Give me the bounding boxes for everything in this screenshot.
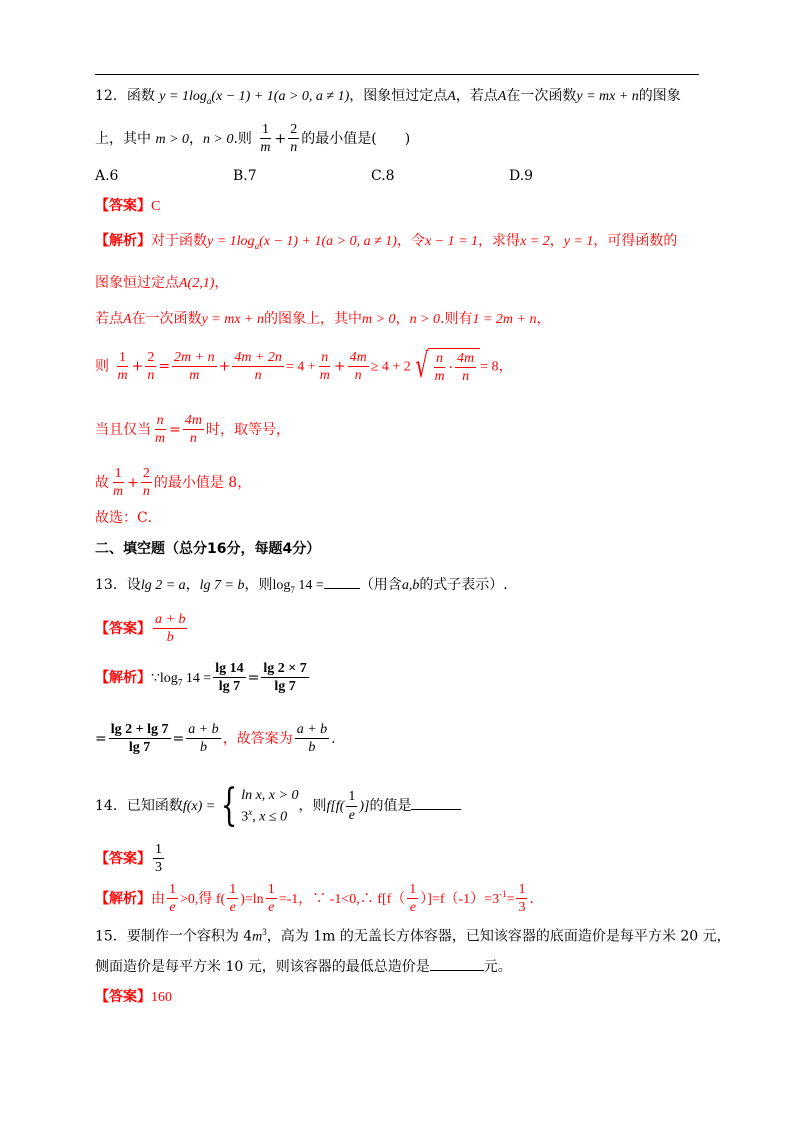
frac-den: m: [155, 431, 166, 447]
analysis-math: x − 1 = 1: [424, 234, 479, 249]
frac: [111, 466, 125, 500]
frac: [346, 789, 357, 823]
q12-stem-line1: [95, 89, 681, 106]
q13-math: lg 7 = b: [199, 578, 245, 593]
q13-text: 的式子表示）.: [419, 577, 508, 593]
frac-num: 1: [227, 882, 238, 899]
frac-den: n: [254, 367, 262, 383]
q14-answer-blank[interactable]: [411, 809, 461, 810]
analysis-text: 则: [95, 358, 109, 375]
q13-stem: [95, 578, 508, 595]
q14-answer-frac: [153, 842, 164, 876]
analysis-sub: 7: [177, 677, 183, 688]
analysis-text: .则有: [440, 311, 473, 327]
q12-option-a: A.6: [95, 168, 119, 184]
radical-sign: √: [415, 346, 429, 387]
case-2-base: 3: [241, 809, 249, 825]
frac: [407, 882, 418, 916]
q12-analysis-line5: [95, 413, 290, 447]
frac: [213, 661, 245, 695]
q12-n-cond: n > 0: [203, 131, 234, 147]
q13-math: a,b: [401, 578, 420, 593]
q12-linear: y = mx + n: [576, 89, 639, 104]
frac: [232, 350, 284, 384]
analysis-text: ）]=f（-1）=3: [420, 891, 500, 907]
q12-function-rest: (x − 1) + 1(a > 0, a ≠ 1): [211, 89, 350, 104]
analysis-math: x = 2: [520, 234, 550, 249]
q14-analysis: [95, 882, 543, 916]
q14-stem: [95, 780, 461, 831]
analysis-sub: a: [254, 240, 260, 251]
frac: [172, 350, 217, 384]
case-1: ln x, x > 0: [241, 787, 299, 803]
answer-label: 【答案】: [95, 620, 151, 637]
piecewise-cases: [241, 785, 298, 828]
analysis-text: ，: [214, 275, 229, 291]
frac: [295, 722, 329, 756]
q13-number: 13．设: [95, 577, 141, 593]
frac-den: n: [142, 484, 150, 500]
analysis-math: = 8: [480, 359, 499, 375]
section-fill-in-title: 二、填空题（总分16分，每题4分）: [95, 541, 321, 557]
analysis-math: y = mx + n: [201, 312, 264, 327]
q13-text: ，则: [244, 577, 273, 593]
frac-num: 1: [346, 789, 357, 806]
q12-text: ，若点: [455, 88, 498, 104]
frac-num: 1: [113, 466, 124, 483]
q15-text: 元。: [483, 959, 512, 975]
q15-answer: [95, 990, 172, 1005]
frac-num: lg 2 + lg 7: [109, 722, 171, 739]
equals: =: [169, 421, 181, 438]
frac-num: 4m + 2n: [232, 350, 284, 367]
frac-num: a + b: [295, 722, 329, 739]
frac-num: 2: [141, 466, 152, 483]
q14-math: f(x) =: [182, 799, 216, 814]
q12-m-cond: m > 0: [155, 131, 190, 147]
q12-question: 的最小值是( ): [301, 130, 411, 147]
analysis-text: ．: [529, 890, 544, 907]
q14-math: )]: [359, 799, 370, 814]
dot: ·: [448, 359, 454, 376]
equals: =: [172, 730, 185, 747]
frac-num: 1: [117, 350, 128, 367]
q15-sup: 3: [262, 927, 267, 937]
q13-math: 14 =: [294, 578, 324, 593]
frac: [227, 882, 238, 916]
q12-text: ，图象恒过定点: [349, 88, 448, 104]
analysis-math: y = 1: [563, 234, 594, 249]
q15-stem-line2: [95, 960, 512, 974]
frac-den: e: [169, 900, 176, 916]
analysis-math: 1 = 2m + n: [472, 312, 537, 327]
answer-label: 【答案】: [95, 198, 151, 214]
q13-text: ，: [185, 577, 200, 593]
analysis-text: 时，取等号，: [205, 421, 290, 438]
q13-math: log: [272, 578, 291, 593]
frac-num: 2m + n: [172, 350, 217, 367]
q12-text: .则: [233, 130, 252, 147]
q12-text: ，: [189, 130, 204, 147]
analysis-label: 【解析】: [95, 669, 151, 686]
frac-den: e: [348, 807, 355, 823]
analysis-text: =-1，∵ -1<0,∴ f[f（: [278, 891, 406, 907]
q13-answer: [95, 612, 189, 646]
frac: [186, 722, 220, 756]
frac-num: lg 2 × 7: [261, 661, 308, 678]
frac-num: 1: [266, 882, 277, 899]
q12-log-base: a: [206, 95, 212, 106]
q12-fraction-1-over-m: [258, 122, 272, 156]
analysis-text: ，可得函数的: [593, 233, 678, 249]
frac-num: 1: [153, 842, 164, 859]
answer-label: 【答案】: [95, 989, 151, 1005]
frac-num: a + b: [153, 612, 187, 629]
frac-den: m: [189, 367, 200, 383]
frac-den: n: [189, 431, 197, 447]
analysis-math: ≥ 4 + 2: [370, 359, 411, 375]
frac-num: 4m: [455, 351, 476, 368]
frac-num: n: [434, 351, 445, 368]
analysis-text: ，求得: [478, 233, 521, 249]
q15-text: 侧面造价是每平方米 10 元，则该容器的最低总造价是: [95, 959, 430, 975]
analysis-math: y = 1log: [207, 234, 255, 249]
frac-num: 1: [516, 882, 527, 899]
case-2-exp: x: [248, 806, 253, 817]
analysis-label: 【解析】: [95, 233, 151, 249]
frac-num: lg 14: [213, 661, 245, 678]
analysis-text: 故: [95, 474, 109, 491]
frac: [318, 350, 332, 384]
left-brace: {: [220, 780, 238, 831]
q13-text: （用含: [359, 577, 402, 593]
frac-den: lg 7: [218, 679, 241, 695]
analysis-text: )=ln: [240, 891, 264, 907]
q15-answer-value: 160: [151, 990, 172, 1005]
frac: [183, 413, 204, 447]
q12-option-c: C.8: [371, 168, 395, 184]
frac-den: b: [308, 740, 316, 756]
analysis-label: 【解析】: [95, 890, 151, 907]
frac: [167, 882, 178, 916]
frac: [153, 413, 167, 447]
frac-den: e: [229, 900, 236, 916]
q13-math: lg 2 = a: [140, 578, 186, 593]
q12-function: y = 1log: [159, 89, 207, 104]
plus-sign: +: [274, 130, 287, 147]
q12-text: 的图象: [638, 88, 681, 104]
q13-analysis-line1: [95, 661, 311, 695]
frac-den: lg 7: [128, 740, 151, 756]
q12-analysis-line4: 则 $\frac{1}{m}$ + $\frac{2}{n}$ = $\frac{2m + n}{m}$ + $\frac{4m + 2n}{n}$ = 4 + $\frac{n}{m}$ + $\frac{4m}{n}$ ≥ 4 + 2 √ $\frac{n}{m}$ · $\frac{4m}{n}$ = 8，: [95, 346, 513, 387]
analysis-text: 的最小值是 8，: [153, 474, 252, 491]
analysis-text: 对于函数: [151, 233, 207, 249]
frac-den: lg 7: [274, 679, 296, 695]
q13-sub: 7: [290, 584, 295, 595]
q15-answer-blank[interactable]: [430, 970, 484, 971]
q14-number: 14．已知函数: [95, 798, 183, 814]
frac-den: n: [354, 367, 362, 383]
frac-den: b: [199, 740, 207, 756]
analysis-text: ，令: [396, 233, 425, 249]
q15-stem-line1: [95, 928, 731, 945]
period: .: [331, 730, 336, 747]
frac-num: n: [319, 350, 330, 367]
analysis-text: 在一次函数: [131, 311, 202, 327]
frac-num: 2: [288, 122, 299, 139]
q12-analysis-line6: 故 $\frac{1}{m}$ + $\frac{2}{n}$ 的最小值是 8，: [95, 466, 252, 500]
q14-math: f[f(: [326, 799, 345, 814]
q13-analysis-line2: [95, 722, 336, 756]
q12-option-b: B.7: [233, 168, 257, 184]
q12-option-d: D.9: [509, 168, 534, 184]
frac-den: m: [117, 367, 128, 383]
analysis-math: log: [159, 670, 178, 686]
analysis-math: m > 0: [362, 312, 396, 327]
analysis-text: ，: [549, 233, 564, 249]
q13-answer-frac: [153, 612, 187, 646]
analysis-sup: -1: [499, 889, 507, 900]
frac-den: b: [166, 630, 174, 646]
q14-answer: [95, 842, 166, 876]
frac-num: 4m: [183, 413, 204, 430]
analysis-text: 的图象上，其中: [264, 311, 362, 327]
q15-text: 15．要制作一个容积为 4: [95, 928, 253, 945]
frac-num: a + b: [186, 722, 220, 739]
frac-num: 1: [407, 882, 418, 899]
frac: [145, 350, 156, 384]
frac-num: 1: [260, 122, 271, 139]
equals: =: [247, 669, 260, 686]
analysis-text: ，故答案为: [222, 730, 293, 747]
analysis-math: A(2,1): [179, 276, 215, 291]
frac: [141, 466, 152, 500]
analysis-text: 当且仅当: [95, 421, 151, 438]
frac-den: e: [409, 900, 416, 916]
analysis-math: n > 0: [409, 312, 441, 327]
q15-text: ，高为 1m 的无盖长方体容器，已知该容器的底面造价是每平方米 20 元，: [266, 928, 731, 945]
analysis-math: = 4 +: [285, 359, 316, 375]
frac-den: m: [260, 140, 271, 156]
frac-num: 1: [167, 882, 178, 899]
analysis-math: (x − 1) + 1(a > 0, a ≠ 1): [259, 234, 397, 249]
frac: [115, 350, 129, 384]
sqrt-body: [428, 348, 480, 385]
answer-label: 【答案】: [95, 850, 151, 867]
frac-den: 3: [518, 900, 526, 916]
q12-answer-value: C: [151, 199, 161, 214]
analysis-text: 若点: [95, 311, 123, 327]
q12-text: 上，其中: [95, 130, 151, 147]
equals: =: [95, 730, 107, 747]
analysis-text: ，: [536, 311, 551, 327]
frac-num: n: [155, 413, 166, 430]
frac-den: n: [462, 369, 470, 385]
q14-piecewise: [215, 780, 299, 831]
analysis-text: ，: [498, 358, 513, 375]
frac: [432, 351, 446, 385]
case-2-rest: , x ≤ 0: [252, 809, 288, 825]
analysis-text: ，: [395, 311, 410, 327]
q12-analysis-line7: 故选：C．: [95, 510, 162, 526]
analysis-math: 14 =: [182, 670, 212, 686]
frac-num: 2: [145, 350, 156, 367]
q12-point: A: [497, 89, 507, 104]
frac-den: n: [290, 140, 298, 156]
frac-den: 3: [155, 860, 162, 876]
frac-num: 4m: [348, 350, 369, 367]
frac-den: n: [147, 367, 155, 383]
frac: [455, 351, 476, 385]
frac-den: e: [268, 900, 275, 916]
q13-answer-blank[interactable]: [324, 588, 360, 589]
q12-answer: [95, 199, 160, 214]
analysis-text: >0,得 f(: [180, 891, 226, 907]
q12-analysis-line3: [95, 312, 550, 327]
sqrt: [411, 348, 480, 385]
q14-text: 的值是: [369, 798, 412, 814]
frac-den: m: [434, 369, 445, 385]
q12-analysis-line1: [95, 234, 677, 251]
q12-point: A: [447, 89, 456, 104]
frac: [109, 722, 171, 756]
q15-math: m: [252, 929, 263, 945]
frac: [266, 882, 277, 916]
q12-number: 12．函数: [95, 88, 155, 104]
q12-text: 在一次函数: [506, 88, 577, 104]
case-2: [241, 806, 298, 828]
analysis-text: 由: [151, 890, 165, 907]
frac: [348, 350, 369, 384]
frac-den: m: [113, 484, 124, 500]
q12-fraction-2-over-n: [288, 122, 299, 156]
frac: [261, 661, 308, 695]
analysis-text: ∵: [151, 669, 160, 686]
analysis-math: A: [123, 312, 132, 327]
q14-text: ，则: [298, 798, 327, 814]
q12-analysis-line2: [95, 276, 228, 291]
analysis-text: =: [506, 891, 515, 907]
analysis-text: 图象恒过定点: [95, 275, 179, 291]
frac: [516, 882, 527, 916]
top-rule: [95, 74, 699, 75]
frac-den: m: [319, 367, 330, 383]
q12-stem-line2: [95, 122, 410, 156]
